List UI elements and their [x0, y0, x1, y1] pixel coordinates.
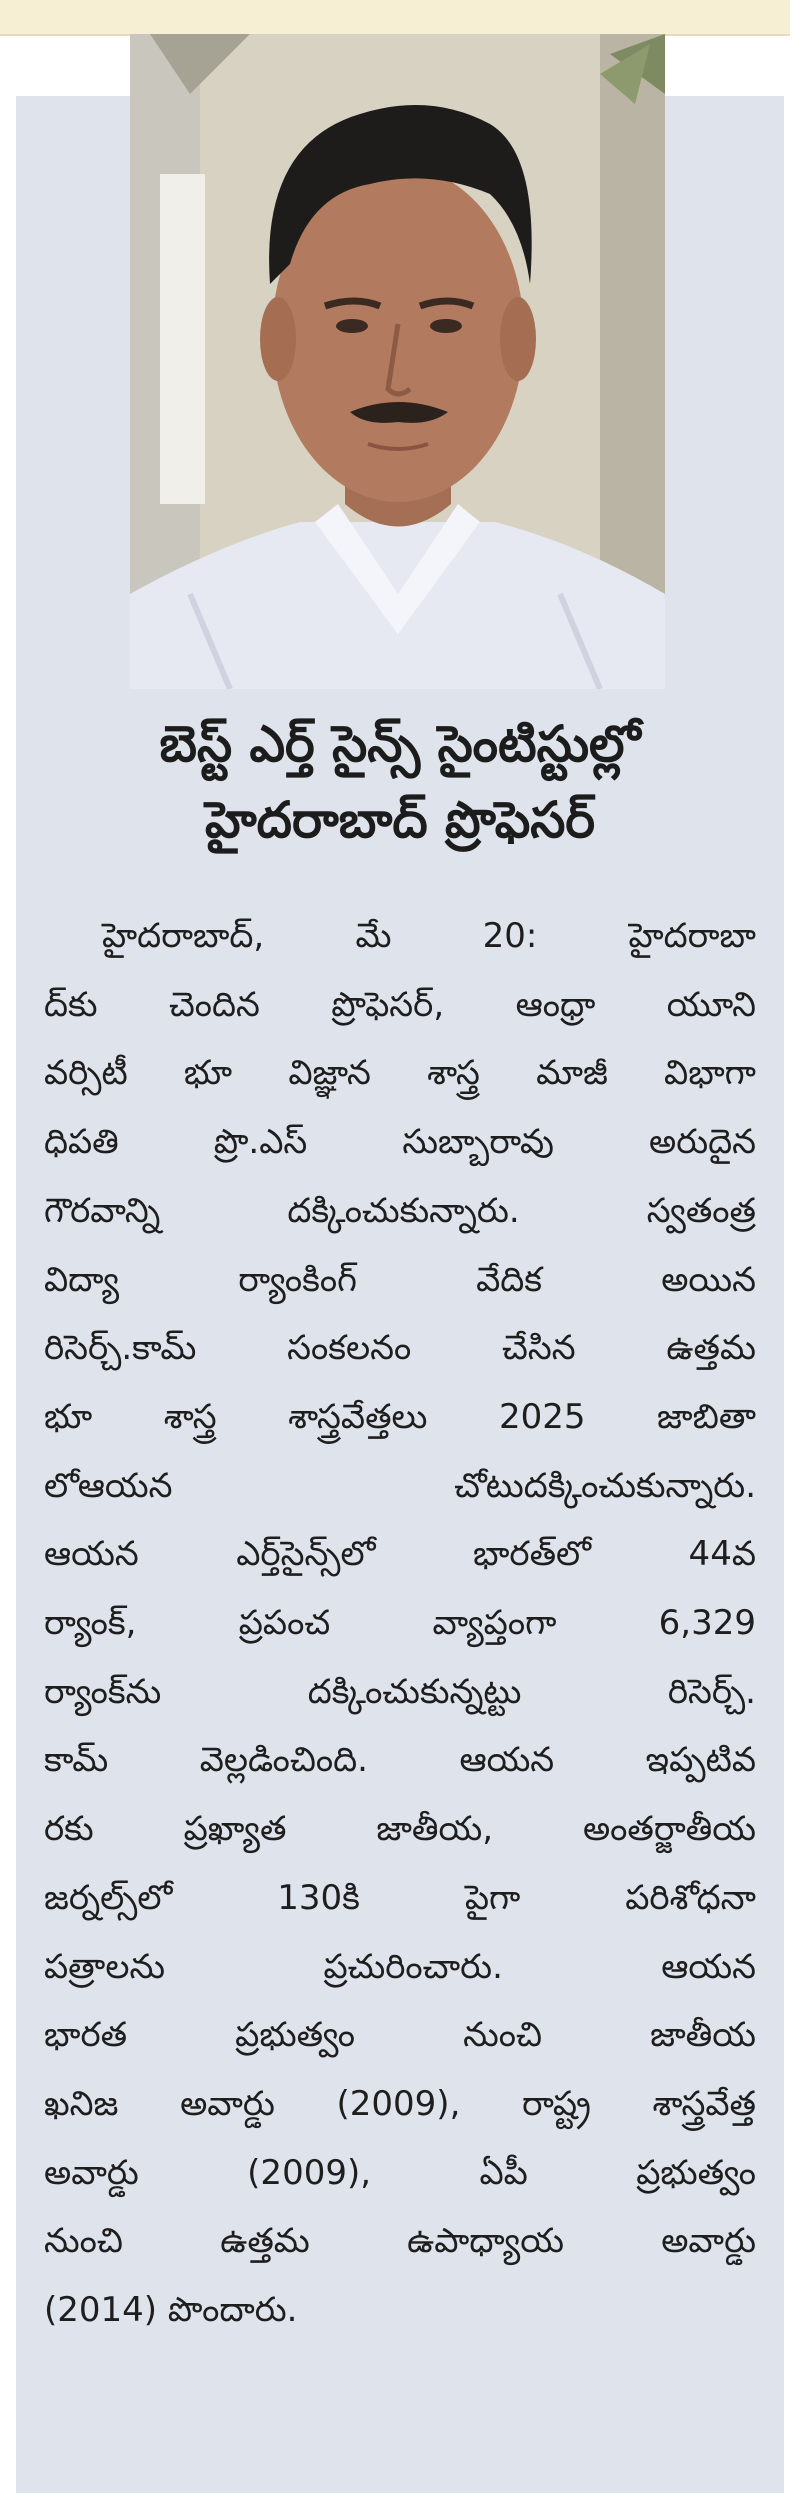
article-line: ఆయన ఎర్త్‌సైన్స్‌లో భారత్‌లో 44వ — [44, 1534, 756, 1575]
article-line: నుంచి ఉత్తమ ఉపాధ్యాయ అవార్డు — [44, 2221, 756, 2262]
article-line: (2014) పొందారు. — [44, 2290, 298, 2331]
portrait-illustration — [130, 34, 665, 689]
article-body — [44, 902, 756, 2345]
article-line: ర్యాంక్, ప్రపంచ వ్యాప్తంగా 6,329 — [44, 1603, 756, 1644]
article-line: ఖనిజ అవార్డు (2009), రాష్ట్ర శాస్త్రవేత్త — [44, 2083, 756, 2124]
article-line: విద్యా ర్యాంకింగ్ వేదిక అయిన — [44, 1259, 756, 1300]
article-line: లోఆయన చోటుదక్కించుకున్నారు. — [44, 1465, 756, 1506]
article-line: ధిపతి ప్రొ.ఎస్ సుబ్బారావు అరుదైన — [44, 1122, 756, 1163]
article-line: అవార్డు (2009), ఏపీ ప్రభుత్వం — [44, 2152, 756, 2193]
article-line: రకు ప్రఖ్యాత జాతీయ, అంతర్జాతీయ — [44, 1809, 756, 1850]
article-line: ర్యాంక్‌ను దక్కించుకున్నట్టు రిసెర్చ్. — [44, 1671, 756, 1712]
article-line: భారత ప్రభుత్వం నుంచి జాతీయ — [44, 2015, 756, 2056]
article-line: గౌరవాన్ని దక్కించుకున్నారు. స్వతంత్ర — [44, 1190, 756, 1231]
article-line: హైదరాబాద్, మే 20: హైదరాబా — [102, 916, 756, 956]
article-line: భూ శాస్త్ర శాస్త్రవేత్తలు 2025 జాబితా — [44, 1396, 756, 1437]
previous-clipping-edge — [0, 0, 790, 36]
article-line: రిసెర్చ్.కామ్ సంకలనం చేసిన ఉత్తమ — [44, 1328, 756, 1369]
article-line: కామ్ వెల్లడించింది. ఆయన ఇప్పటివ — [44, 1740, 756, 1781]
headline-line-1: బెస్ట్ ఎర్త్ సైన్స్ సైంటిస్టుల్లో — [159, 715, 641, 773]
headline — [16, 706, 784, 858]
article-line: పత్రాలను ప్రచురించారు. ఆయన — [44, 1946, 756, 1987]
professor-portrait-photo — [130, 34, 665, 689]
headline-line-2: హైదరాబాద్ ప్రొఫెసర్ — [204, 791, 596, 849]
article-line: జర్నల్స్‌లో 130కి పైగా పరిశోధనా — [44, 1877, 756, 1918]
article-line: వర్సిటీ భూ విజ్ఞాన శాస్త్ర మాజీ విభాగా — [44, 1053, 756, 1094]
article-line: ద్‌కు చెందిన ప్రొఫెసర్, ఆంధ్రా యూని — [44, 984, 756, 1025]
